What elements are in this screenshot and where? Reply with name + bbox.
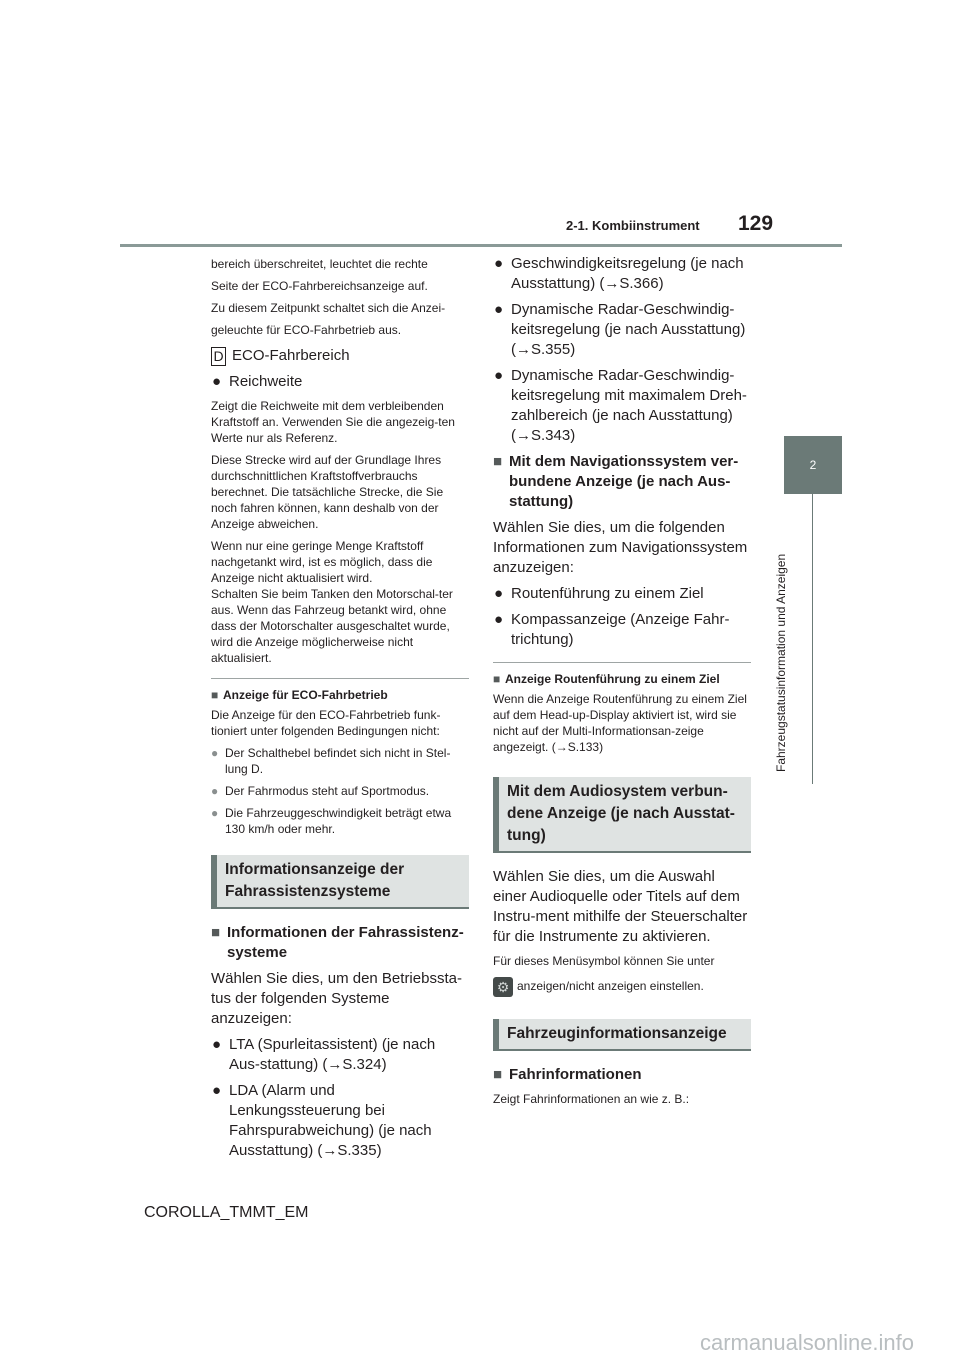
eco-range-line [211, 346, 469, 366]
range-paragraph-3a: Wenn nur eine geringe Menge Kraftstoff nachgetankt wird, ist es möglich, dass die Anzeige nicht aktualisiert wird. [211, 539, 433, 585]
eco-condition-text: Der Fahrmodus steht auf Sportmodus. [225, 784, 430, 798]
eco-condition [211, 805, 469, 837]
circle-bullet-icon: ● [211, 784, 219, 798]
bullet-dot-icon: ● [494, 255, 504, 272]
intro-line-4: geleuchte für ECO-Fahrbetrieb aus. [211, 323, 402, 337]
range-bullet [211, 372, 469, 392]
divider [493, 662, 751, 663]
menu-note-line-2 [493, 977, 751, 997]
assist-item-text: Geschwindigkeitsregelung (je nach Ausstattung) (→S.366) [511, 255, 744, 292]
eco-heading-text: Anzeige für ECO-Fahrbetrieb [223, 688, 388, 702]
circle-bullet-icon: ● [211, 746, 219, 760]
nav-item-text: Kompassanzeige (Anzeige Fahr-trichtung) [511, 611, 730, 648]
intro-line-3: Zu diesem Zeitpunkt schaltet sich die Anzei- [211, 301, 446, 315]
range-paragraph-2: Diese Strecke wird auf der Grundlage Ihres durchschnittlichen Kraftstoffverbrauchs berechnet. Die tatsächliche Strecke, die Sie noch fahren können, kann deshalb von der Anzeige abweichen. [211, 453, 444, 531]
nav-subheading-text: Mit dem Navigationssystem ver-bundene Anzeige (je nach Aus-stattung) [509, 453, 739, 510]
assist-item [211, 1035, 469, 1075]
route-heading [493, 671, 751, 687]
assist-subheading-text: Informationen der Fahrassistenz-systeme [227, 924, 464, 961]
assist-text: Wählen Sie dies, um den Betriebssta-tus der folgenden Systeme anzuzeigen: [211, 970, 462, 1027]
assist-item [211, 1081, 469, 1161]
menu-note-line-1: Für dieses Menüsymbol können Sie unter [493, 954, 715, 968]
square-bullet-icon: ■ [493, 1066, 503, 1083]
menu-note-line-2-text: anzeigen/nicht anzeigen einstellen. [517, 979, 704, 994]
vehicle-info-section-heading: Fahrzeuginformationsanzeige [493, 1019, 751, 1051]
assist-item-text: Dynamische Radar-Geschwindig-keitsregelung mit maximalem Dreh-zahlbereich (je nach Ausstattung) (→S.343) [511, 367, 747, 444]
chapter-tab [784, 436, 842, 494]
bullet-dot-icon: ● [212, 1082, 222, 1099]
audio-section-heading: Mit dem Audiosystem verbun-dene Anzeige (je nach Ausstat-tung) [493, 777, 751, 853]
bullet-dot-icon: ● [494, 301, 504, 318]
nav-item [493, 610, 751, 650]
page-number: 129 [738, 212, 774, 235]
eco-condition [211, 745, 469, 777]
drive-subheading [493, 1065, 751, 1085]
assist-item [493, 300, 751, 360]
route-heading-text: Anzeige Routenführung zu einem Ziel [505, 672, 720, 686]
intro-line-1: bereich überschreitet, leuchtet die rechte [211, 257, 428, 271]
square-bullet-icon: ■ [493, 672, 501, 686]
range-paragraph-1: Zeigt die Reichweite mit dem verbleibenden Kraftstoff an. Verwenden Sie die angezeig-ten Werte nur als Referenz. [211, 399, 455, 445]
header-divider [120, 244, 842, 247]
right-column [493, 254, 751, 1113]
drive-text: Zeigt Fahrinformationen an wie z. B.: [493, 1092, 690, 1106]
model-code: COROLLA_TMMT_EM [144, 1204, 309, 1221]
bullet-dot-icon: ● [212, 373, 222, 390]
range-paragraph-3b: Schalten Sie beim Tanken den Motorschal-ter aus. Wenn das Fahrzeug betankt wird, ohne dass der Motorschalter ausgeschaltet wurde, wird die Anzeige möglicherweise nicht aktualisiert. [211, 587, 453, 665]
watermark: carmanualsonline.info [700, 1330, 915, 1355]
assist-item-text: LTA (Spurleitassistent) (je nach Aus-stattung) (→S.324) [229, 1036, 436, 1073]
nav-item [493, 584, 751, 604]
divider [211, 678, 469, 679]
nav-item-text: Routenführung zu einem Ziel [511, 585, 704, 602]
bullet-dot-icon: ● [494, 611, 504, 628]
route-text: Wenn die Anzeige Routenführung zu einem Ziel auf dem Head-up-Display aktiviert ist, wird sie nicht auf der Multi-Informationsan-zeige angezeigt. (→S.133) [493, 692, 747, 754]
nav-text: Wählen Sie dies, um die folgenden Informationen zum Navigationssystem anzuzeigen: [493, 519, 748, 576]
bullet-dot-icon: ● [494, 367, 504, 384]
range-bullet-text: Reichweite [229, 373, 303, 390]
nav-subheading [493, 452, 751, 512]
chapter-title: Fahrzeugstatusinformation und Anzeigen [774, 553, 788, 772]
square-bullet-icon: ■ [211, 924, 221, 941]
assist-subheading [211, 923, 469, 963]
section-title: 2-1. Kombiinstrument [566, 218, 700, 233]
drive-subheading-text: Fahrinformationen [509, 1066, 642, 1083]
bullet-dot-icon: ● [494, 585, 504, 602]
intro-line-2: Seite der ECO-Fahrbereichsanzeige auf. [211, 279, 428, 293]
eco-heading [211, 687, 469, 703]
bullet-dot-icon: ● [212, 1036, 222, 1053]
assist-section-heading: Informationsanzeige der Fahrassistenzsysteme [211, 855, 469, 909]
chapter-number: 2 [809, 458, 817, 472]
audio-text: Wählen Sie dies, um die Auswahl einer Audioquelle oder Titels auf dem Instru-ment mithilfe der Steuerschalter für die Instrumente zu aktivieren. [493, 868, 748, 945]
eco-condition-text: Der Schalthebel befindet sich nicht in Stel-lung D. [225, 746, 451, 776]
eco-text: Die Anzeige für den ECO-Fahrbetrieb funk-tioniert unter folgenden Bedingungen nicht: [211, 708, 441, 738]
assist-item-text: LDA (Alarm und Lenkungssteuerung bei Fahrspurabweichung) (je nach Ausstattung) (→S.335) [229, 1082, 432, 1159]
eco-condition [211, 783, 469, 799]
square-bullet-icon: ■ [211, 688, 219, 702]
gear-icon: ⚙ [493, 977, 513, 997]
eco-range-text: ECO-Fahrbereich [232, 347, 350, 364]
assist-item [493, 366, 751, 446]
chapter-tab-line [812, 494, 813, 784]
square-bullet-icon: ■ [493, 453, 503, 470]
label-d-box: D [211, 347, 226, 366]
eco-condition-text: Die Fahrzeuggeschwindigkeit beträgt etwa 130 km/h oder mehr. [225, 806, 452, 836]
circle-bullet-icon: ● [211, 806, 219, 820]
assist-item-text: Dynamische Radar-Geschwindig-keitsregelung (je nach Ausstattung) (→S.355) [511, 301, 746, 358]
left-column [211, 256, 469, 1167]
assist-item [493, 254, 751, 294]
